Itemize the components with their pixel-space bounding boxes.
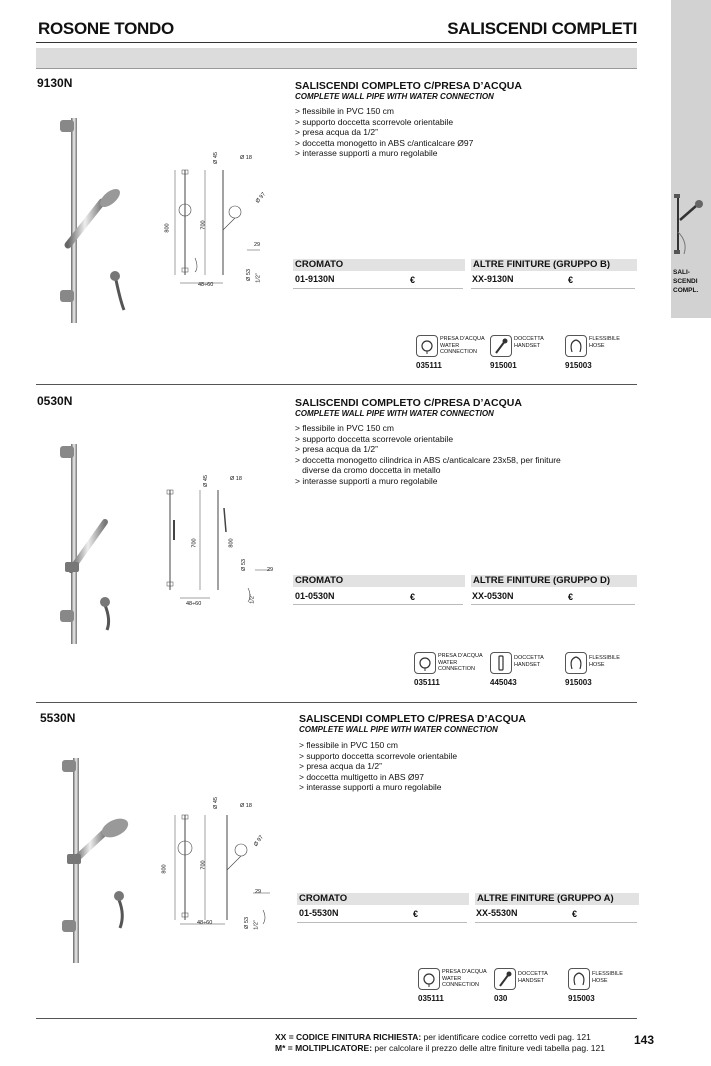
accessory-label: FLESSIBILE HOSE <box>589 336 620 349</box>
product-code: 9130N <box>37 76 73 90</box>
finish-divider <box>471 604 635 605</box>
page-number: 143 <box>634 1033 655 1047</box>
header-band <box>36 48 637 69</box>
price-euro: € <box>572 909 578 919</box>
side-tab-shower-icon <box>672 192 708 262</box>
accessory-code: 445043 <box>490 678 517 687</box>
product-code: 5530N <box>40 711 76 725</box>
accessory-label: FLESSIBILE HOSE <box>592 971 623 984</box>
feature-item: > supporto doccetta scorrevole orientabile <box>295 116 454 127</box>
dim-label: Ø 18 <box>230 476 242 482</box>
dim-label: 800 <box>161 864 168 874</box>
other-finish-label: ALTRE FINITURE (GRUPPO B) <box>471 259 637 271</box>
accessory-code: 035111 <box>416 361 442 370</box>
other-finish-code: XX-0530N <box>472 591 514 601</box>
other-finish-label: ALTRE FINITURE (GRUPPO A) <box>475 893 639 905</box>
feature-item: > doccetta monogetto in ABS c/anticalcare Ø97 <box>295 137 474 148</box>
feature-item: > flessibile in PVC 150 cm <box>299 740 398 750</box>
finish-divider <box>471 288 635 289</box>
dim-label: 800 <box>164 223 171 233</box>
finish-label: CROMATO <box>293 575 465 587</box>
product-code: 0530N <box>37 394 73 408</box>
dim-label: 29 <box>267 567 274 573</box>
technical-drawing <box>165 150 280 295</box>
dim-label: Ø 53 <box>240 559 247 571</box>
product-photo <box>55 750 155 975</box>
accessory-code: 035111 <box>414 678 440 687</box>
accessory-label: DOCCETTA HANDSET <box>518 971 548 984</box>
feature-item: diverse da cromo doccetta in metallo <box>295 465 441 475</box>
footer-note-multiplier: M* = MOLTIPLICATORE: per calcolare il prezzo delle altre finiture vedi tabella pag. 121 <box>275 1043 605 1053</box>
water-connection-icon <box>414 652 436 674</box>
dim-label: Ø 97 <box>254 191 268 205</box>
finish-label: CROMATO <box>293 259 465 271</box>
product-title: SALISCENDI COMPLETO C/PRESA D’ACQUA <box>295 397 522 409</box>
finish-code: 01-9130N <box>295 274 335 284</box>
feature-item: > doccetta monogetto cilindrica in ABS c/anticalcare 23x58, per finiture <box>295 454 561 465</box>
dim-label: 1/2” <box>253 920 260 930</box>
other-finish-code: XX-5530N <box>476 908 518 918</box>
accessory-label: PRESA D’ACQUA WATER CONNECTION <box>440 336 485 355</box>
accessory-label: PRESA D’ACQUA WATER CONNECTION <box>438 653 483 672</box>
finish-divider <box>293 604 463 605</box>
dim-label: Ø 45 <box>212 797 219 809</box>
side-tab-label: SALI- SCENDI COMPL. <box>673 269 699 294</box>
dim-label: Ø 53 <box>243 917 250 929</box>
accessory-label: FLESSIBILE HOSE <box>589 655 620 668</box>
finish-divider <box>475 922 637 923</box>
water-connection-icon <box>418 968 440 990</box>
dim-label: 29 <box>255 889 262 895</box>
price-euro: € <box>568 275 574 285</box>
dim-label: Ø 45 <box>212 152 219 164</box>
dim-label: 700 <box>191 538 198 548</box>
feature-item: > doccetta multigetto in ABS Ø97 <box>299 771 424 782</box>
dim-label: Ø 18 <box>240 155 252 161</box>
technical-drawing <box>160 470 280 610</box>
feature-item: > flessibile in PVC 150 cm <box>295 423 394 433</box>
product-photo <box>40 110 140 335</box>
other-finish-code: XX-9130N <box>472 274 514 284</box>
technical-drawing <box>165 800 280 940</box>
accessory-code: 030 <box>494 994 508 1003</box>
section-divider <box>36 702 637 703</box>
accessory-code: 035111 <box>418 994 444 1003</box>
accessory-code: 915001 <box>490 361 517 370</box>
price-euro: € <box>568 592 574 602</box>
feature-item: > presa acqua da 1/2” <box>299 761 382 771</box>
finish-code: 01-5530N <box>299 908 339 918</box>
dim-label: 48÷60 <box>186 601 202 607</box>
hose-icon <box>568 968 590 990</box>
accessory-code: 915003 <box>565 678 592 687</box>
feature-list <box>295 423 561 486</box>
footer-note-xx: XX = CODICE FINITURA RICHIESTA: per identificare codice corretto vedi pag. 121 <box>275 1032 591 1042</box>
dim-label: Ø 45 <box>202 475 209 487</box>
finish-label: CROMATO <box>297 893 469 905</box>
handset-icon <box>490 335 512 357</box>
price-euro: € <box>413 909 419 919</box>
handset-icon <box>490 652 512 674</box>
page-header-left: ROSONE TONDO <box>38 19 174 38</box>
finish-divider <box>293 288 463 289</box>
feature-item: > presa acqua da 1/2” <box>295 444 378 454</box>
dim-label: 1/2” <box>255 273 262 283</box>
product-subtitle: COMPLETE WALL PIPE WITH WATER CONNECTION <box>295 92 494 101</box>
page-header-right: SALISCENDI COMPLETI <box>447 19 637 38</box>
dim-label: 700 <box>200 220 207 230</box>
price-euro: € <box>410 275 416 285</box>
product-photo <box>45 430 145 655</box>
handset-icon <box>494 968 516 990</box>
accessory-label: DOCCETTA HANDSET <box>514 655 544 668</box>
dim-label: Ø 53 <box>245 269 252 281</box>
price-euro: € <box>410 592 416 602</box>
dim-label: Ø 18 <box>240 803 252 809</box>
other-finish-label: ALTRE FINITURE (GRUPPO D) <box>471 575 637 587</box>
dim-label: 1/2” <box>249 594 256 604</box>
feature-list <box>299 740 457 793</box>
hose-icon <box>565 335 587 357</box>
section-divider <box>36 384 637 385</box>
accessory-label: DOCCETTA HANDSET <box>514 336 544 349</box>
dim-label: 700 <box>200 860 207 870</box>
dim-label: 800 <box>228 538 235 548</box>
feature-item: > interasse supporti a muro regolabile <box>295 475 438 486</box>
feature-item: > interasse supporti a muro regolabile <box>299 782 442 792</box>
header-divider <box>36 42 637 43</box>
feature-item: > flessibile in PVC 150 cm <box>295 106 394 116</box>
feature-item: > supporto doccetta scorrevole orientabile <box>295 433 454 444</box>
accessory-code: 915003 <box>568 994 595 1003</box>
accessory-code: 915003 <box>565 361 592 370</box>
product-title: SALISCENDI COMPLETO C/PRESA D’ACQUA <box>295 80 522 92</box>
finish-code: 01-0530N <box>295 591 335 601</box>
dim-label: 48÷60 <box>197 920 213 926</box>
feature-item: > presa acqua da 1/2” <box>295 127 378 137</box>
hose-icon <box>565 652 587 674</box>
product-subtitle: COMPLETE WALL PIPE WITH WATER CONNECTION <box>295 409 494 418</box>
footer-divider <box>36 1018 637 1019</box>
feature-item: > supporto doccetta scorrevole orientabile <box>299 750 458 761</box>
product-subtitle: COMPLETE WALL PIPE WITH WATER CONNECTION <box>299 725 498 734</box>
feature-list <box>295 106 473 159</box>
finish-divider <box>297 922 467 923</box>
feature-item: > interasse supporti a muro regolabile <box>295 148 438 158</box>
dim-label: 29 <box>254 242 261 248</box>
dim-label: 48÷60 <box>198 282 214 288</box>
water-connection-icon <box>416 335 438 357</box>
dim-label: Ø 97 <box>253 834 265 848</box>
product-title: SALISCENDI COMPLETO C/PRESA D’ACQUA <box>299 713 526 725</box>
accessory-label: PRESA D’ACQUA WATER CONNECTION <box>442 969 487 988</box>
